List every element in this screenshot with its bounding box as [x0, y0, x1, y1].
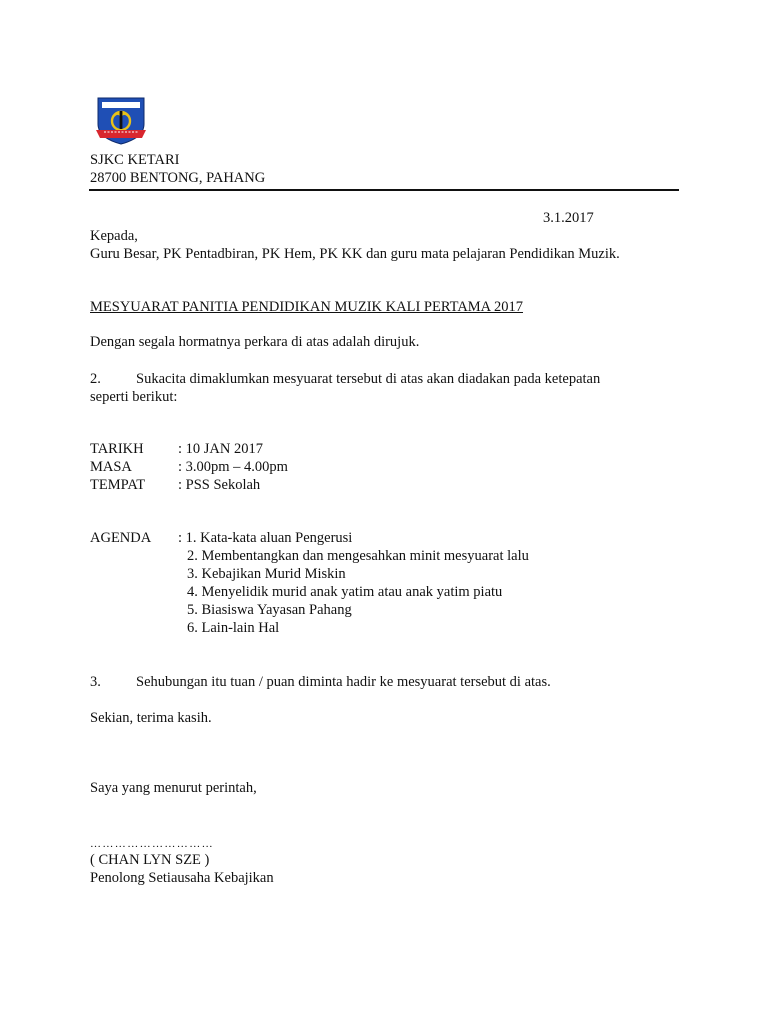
detail-value-tempat: : PSS Sekolah — [178, 477, 261, 493]
school-address: 28700 BENTONG, PAHANG — [90, 170, 266, 186]
closing-line: Sekian, terima kasih. — [90, 710, 212, 726]
detail-label-masa: MASA — [90, 459, 132, 475]
para2-line1: Sukacita dimaklumkan mesyuarat tersebut di atas akan diadakan pada ketepatan — [136, 371, 601, 387]
header-divider — [89, 189, 679, 191]
agenda-item: 3. Kebajikan Murid Miskin — [187, 566, 346, 582]
para3-text: Sehubungan itu tuan / puan diminta hadir ke mesyuarat tersebut di atas. — [136, 674, 551, 690]
para2-number: 2. — [90, 371, 101, 387]
detail-label-tarikh: TARIKH — [90, 441, 144, 457]
agenda-item: 6. Lain-lain Hal — [187, 620, 280, 636]
signoff-line: Saya yang menurut perintah, — [90, 780, 257, 796]
salutation: Kepada, — [90, 228, 138, 244]
signatory-name: ( CHAN LYN SZE ) — [90, 852, 210, 868]
subject-heading: MESYUARAT PANITIA PENDIDIKAN MUZIK KALI PERTAMA 2017 — [90, 299, 523, 315]
agenda-item: 2. Membentangkan dan mengesahkan minit mesyuarat lalu — [187, 548, 529, 564]
detail-value-tarikh: : 10 JAN 2017 — [178, 441, 263, 457]
para2-line2: seperti berikut: — [90, 389, 178, 405]
agenda-item: 4. Menyelidik murid anak yatim atau anak yatim piatu — [187, 584, 503, 600]
agenda-label: AGENDA — [90, 530, 152, 546]
recipients: Guru Besar, PK Pentadbiran, PK Hem, PK KK dan guru mata pelajaran Pendidikan Muzik. — [90, 246, 620, 262]
letter-date: 3.1.2017 — [543, 210, 594, 226]
agenda-item: : 1. Kata-kata aluan Pengerusi — [178, 530, 353, 546]
signature-dots: ………………………… — [90, 838, 214, 850]
signatory-title: Penolong Setiausaha Kebajikan — [90, 870, 274, 886]
para3-number: 3. — [90, 674, 101, 690]
detail-value-masa: : 3.00pm – 4.00pm — [178, 459, 288, 475]
reference-line: Dengan segala hormatnya perkara di atas adalah dirujuk. — [90, 334, 420, 350]
detail-label-tempat: TEMPAT — [90, 477, 146, 493]
school-name: SJKC KETARI — [90, 152, 180, 168]
agenda-item: 5. Biasiswa Yayasan Pahang — [187, 602, 352, 618]
school-crest-logo — [94, 94, 148, 146]
